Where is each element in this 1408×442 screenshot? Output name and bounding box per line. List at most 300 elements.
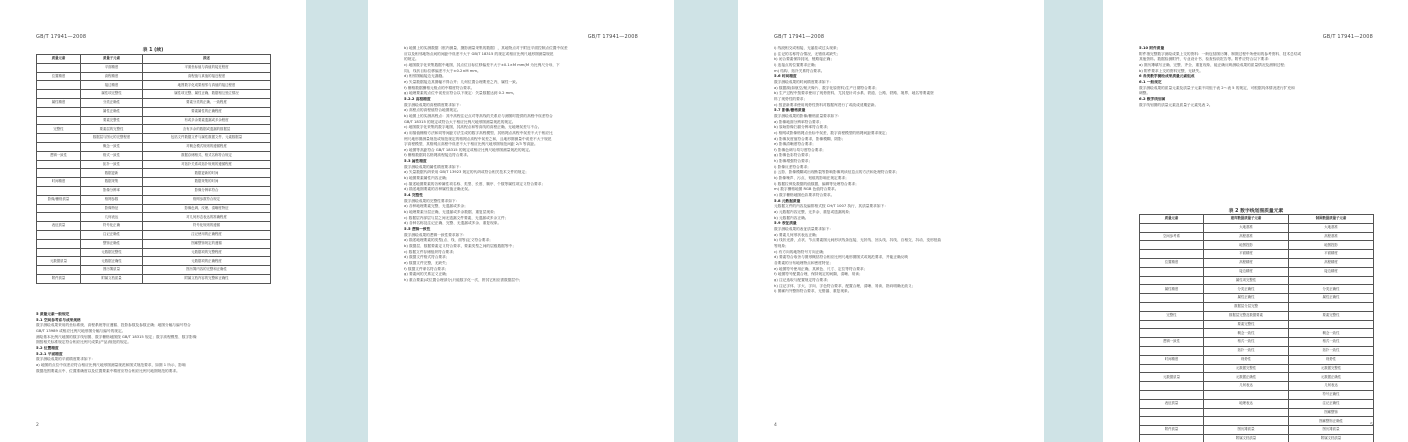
- table-row: [37, 98, 271, 107]
- text-line: c) 地图数字化采集的数字地图，其高程点和等高线的高程正确，无地理误差与不合。: [404, 125, 542, 130]
- text-line: 的规定。: [404, 57, 419, 62]
- text-line: 数字测绘成果的属性精度要求如下：: [404, 164, 463, 169]
- table-cell: 属性项完整、属性正确、数据相互独立情况: [143, 90, 271, 99]
- document-page-2: [368, 0, 674, 442]
- text-line: b) 地理要素分层正确，无遗漏或多余数据、重复层现象；: [404, 210, 498, 215]
- text-line: 数据范围要素点中、位置准确度以及位置要素中精度应符合相应比例尺地图规范的要求。: [36, 368, 180, 373]
- table-cell: 高程精度: [1289, 258, 1374, 267]
- table-cell: 数据采集的时间: [143, 178, 271, 187]
- table-cell: 附属文档内容的完整和正确性: [143, 274, 271, 283]
- page-header: GB/T 17941—2008: [36, 34, 87, 40]
- table-cell: [37, 81, 81, 90]
- text-line: GB/T 18315 的规定或符合大于相应比例尺地形图测量规范的规定。: [404, 119, 516, 124]
- table-cell: 图廓整饰正确性: [1289, 417, 1374, 426]
- table-cell: [1289, 276, 1374, 285]
- table-row: [37, 204, 271, 213]
- table-cell: 元数据正确性: [81, 257, 143, 266]
- table-row: [37, 151, 271, 160]
- table-cell: 图历簿质量: [1204, 426, 1289, 435]
- text-line: a) 元数据内容完整，无多余、重复或遗漏现象；: [774, 210, 853, 215]
- table-cell: 逻辑一致性: [1140, 338, 1204, 347]
- table-cell: 图历簿内容的完整和正确性: [143, 266, 271, 275]
- table-cell: 概念一致性: [1289, 329, 1374, 338]
- text-line: j) 注记的名称符合情况，无错误或缺失；: [774, 51, 841, 56]
- section-heading: 5 质量元素一般规定: [36, 312, 70, 316]
- table-row: [1140, 258, 1374, 267]
- table-cell: 符号化规则的遵循: [143, 222, 271, 231]
- table-cell: 要素属性的正确程度: [143, 107, 271, 116]
- text-line: c) 格网或影像格网点坐标中误差，数字高程模型的格网间距要求规定；: [774, 130, 890, 135]
- section-heading: 5.5 逻辑一致性: [404, 227, 431, 231]
- table-row: [1140, 346, 1374, 355]
- table-row: [1140, 232, 1374, 241]
- table-cell: 属性项完整性: [1204, 276, 1289, 285]
- text-line: c) 描述地图要素的各种属性项名称、类型、长度、顺序、个数等属性项定义符合要求；: [404, 181, 546, 186]
- text-line: h) 注记字体、字大、字向、字色符合要求，配置合理，清晰、易读，指向明确无歧义；: [774, 283, 916, 288]
- table-cell: 符号正确性: [1289, 390, 1374, 399]
- table-header-cell: 描述: [143, 55, 271, 64]
- text-line: 元数据文件的内容及编排格式按 CH/T 1007 执行，其质量要求如下：: [774, 204, 888, 209]
- text-line: d) 要素符合取舍与图形概括符合相应比例尺地形图图式或规范要求，并能正确反映: [774, 255, 909, 260]
- table-cell: 属性正确性: [1204, 294, 1289, 303]
- page-header: GB/T 17941—2008: [1322, 34, 1373, 40]
- table-cell: 元数据质量: [37, 257, 81, 266]
- table-row: [37, 169, 271, 178]
- text-line: 数字测绘成果的逻辑一致性要求如下：: [404, 232, 467, 237]
- table-cell: 平面精度: [1204, 250, 1289, 259]
- text-line: 同)，线状目标位移偏差不大于±0.2×M mm。: [404, 68, 481, 73]
- text-line: 数字线划图的质量元素及质量子元素见表 2。: [1139, 102, 1213, 107]
- text-line: 各要素的分布地理特点和密度特征；: [774, 260, 833, 265]
- table-cell: 影像/栅格质量: [37, 195, 81, 204]
- table-cell: 数据采集: [81, 178, 143, 187]
- table-cell: 平面精度: [81, 63, 143, 72]
- table-cell: 时间精度: [1140, 355, 1204, 364]
- table-cell: [1140, 241, 1204, 250]
- table-cell: 影像色调、纹理、清晰度特征: [143, 204, 271, 213]
- text-line: a) 影像地面分辨率符合要求；: [774, 119, 824, 124]
- table-header-cell: 质量元素: [1140, 215, 1204, 224]
- body-text: [774, 46, 1010, 295]
- table-cell: 附属文档质量: [1289, 434, 1374, 442]
- text-line: e) 地图等高距符合 GB/T 18315 的规定或相应比例尺地形图测量规范的规定。: [404, 147, 533, 152]
- table-cell: 属性精度: [37, 98, 81, 107]
- text-line: g) 注记选取与配置规定符合要求；: [774, 277, 831, 282]
- text-line: d) 各种名称及注记正确、完整、无遗漏或多余、重复现象。: [404, 221, 502, 226]
- table-header-cell: 质量子元素: [81, 55, 143, 64]
- section-heading: 5.4 完整性: [404, 193, 423, 198]
- quality-elements-table: [36, 54, 271, 284]
- text-line: g) 地理要素的点位中误差应符合以下规定：矢量数据达到 0.2 mm。: [404, 91, 517, 96]
- table-cell: [1140, 276, 1204, 285]
- table-cell: 概念一致性: [1204, 329, 1289, 338]
- table-cell: 地图数字化成果相邻与真值的接边程度: [143, 81, 271, 90]
- table-cell: [1140, 250, 1204, 259]
- table-row: [1140, 399, 1374, 408]
- table-row: [37, 230, 271, 239]
- text-line: f) 栅格数据同名格网高程接边符合要求。: [404, 153, 471, 158]
- table-row: [1140, 241, 1374, 250]
- section-heading: 6.1 一般规定: [1139, 79, 1162, 84]
- table-cell: 元数据质量: [1140, 373, 1204, 382]
- table-cell: 影像分辨率符合: [143, 186, 271, 195]
- table-cell: 格式一致性: [1289, 338, 1374, 347]
- section-heading: 5.1 空间参考系与成果规格: [36, 317, 81, 322]
- text-line: b) 原始影像扫描分辨率符合要求；: [774, 125, 831, 130]
- text-line: c) 数据文件存储组织符合要求；: [404, 249, 457, 254]
- text-line: m) 数字栅格地图 RGB 色值符合要求。: [774, 187, 839, 192]
- table-row: [37, 63, 271, 72]
- table-cell: 逻辑一致性: [37, 151, 81, 160]
- text-line: a) 地图的点位中误差应符合相应比例尺地形图测量规范和图式规范要求，如图 1 所示，影响: [36, 362, 186, 367]
- table-cell: 数据层完整及数据要素: [1204, 311, 1289, 320]
- text-line: d) 影像灰度值符合要求，影像模糊、阴影；: [774, 136, 846, 141]
- table-cell: 对几何形态表达的准确程度: [143, 213, 271, 222]
- table-cell: 含有多余的数据或遗漏的数据层: [143, 125, 271, 134]
- table-row: [37, 178, 271, 187]
- text-line: 其他资料。数据检测附件，专业设计书、检查验收报告等。附件应符合以下要求：: [1139, 57, 1272, 62]
- body-text: [1139, 46, 1375, 108]
- table-cell: [37, 160, 81, 169]
- table-row: [1140, 267, 1374, 276]
- table-cell: [1204, 417, 1289, 426]
- text-line: 应以及相邻地物点间的间距中误差不大于 GB/T 18315 的规定或相应比例尺地形图测量规范: [404, 51, 554, 56]
- text-line: m) 结构、拓扑关系符合要求。: [774, 68, 825, 73]
- table-cell: 平面坐标值与真值的接近程度: [143, 63, 271, 72]
- text-line: a) 高程点的高程值符合地图规定。: [404, 108, 461, 113]
- table-cell: [37, 239, 81, 248]
- table-cell: [1289, 320, 1374, 329]
- table-row: [1140, 285, 1374, 294]
- text-line: 图按相关标准规定符合相应比例尺成果(产品)规范的规定。: [36, 340, 132, 345]
- text-line: e) 影像清晰度符合要求；: [774, 142, 816, 147]
- text-line: 测绘基本比例尺地图的数字线划图、数字栅格地图按 GB/T 18315 规定；数字高程模型、数字影像: [36, 334, 197, 339]
- table-cell: [1140, 382, 1204, 391]
- text-line: l) 数据拉伸及数据的值数据，编辑等处理符合要求；: [774, 181, 859, 186]
- table-row: [1140, 250, 1374, 259]
- table-cell: 分类正确性: [81, 98, 143, 107]
- table-cell: 属性正确性: [81, 107, 143, 116]
- table-cell: 元数据正确性: [1204, 373, 1289, 382]
- table-row: [37, 90, 271, 99]
- table-cell: 属性项完整性: [81, 90, 143, 99]
- table-cell: 数据层分层完整: [1204, 302, 1289, 311]
- text-line: GB/T 13989 或相应比例尺地形图分幅与编号的规定。: [36, 328, 126, 333]
- table-row: [37, 142, 271, 151]
- text-line: k) 闭合要素保持封闭，链路接正确；: [774, 57, 835, 62]
- table-cell: 元数据完整性: [1204, 364, 1289, 373]
- table-cell: 分类正确性: [1289, 285, 1374, 294]
- table-row: [1140, 382, 1374, 391]
- table-caption: 表 1 (续): [142, 48, 164, 53]
- table-row: [37, 266, 271, 275]
- table-cell: [37, 142, 81, 151]
- text-line: c) 数据层内部层与层之间无遗漏文件要素，无遗漏或多余文件；: [404, 215, 509, 220]
- table-cell: 概念一致性: [81, 142, 143, 151]
- table-cell: 位置精度: [37, 72, 81, 81]
- page-number: 2: [36, 423, 39, 428]
- table-cell: 位置精度: [1140, 258, 1204, 267]
- text-line: b) 线状光滑，点状、节点要素图元间形状线条连接，无折线、回头线、抖线、自相交、抖动、变形扭曲: [774, 238, 942, 243]
- table-row: [37, 239, 271, 248]
- table-row: [37, 125, 271, 134]
- text-line: e) 数据文件完整，无缺失；: [404, 260, 450, 265]
- table-row: [1140, 426, 1374, 435]
- table-row: [37, 257, 271, 266]
- section-heading: 5.2.1 平面精度: [36, 351, 63, 356]
- table-header-cell: 质量元素: [37, 55, 81, 64]
- text-line: g) 要素间的关系定义正确；: [404, 272, 450, 277]
- page-number: 5: [1370, 423, 1373, 428]
- table-cell: 注记正确性: [81, 230, 143, 239]
- table-cell: [1140, 267, 1204, 276]
- table-row: [1140, 408, 1374, 417]
- section-heading: 5.2.2 高程精度: [404, 96, 431, 101]
- table-cell: 格式一致性: [1204, 338, 1289, 347]
- table-cell: 完整性: [37, 125, 81, 134]
- table-row: [37, 222, 271, 231]
- table-body: [37, 63, 271, 283]
- table-cell: 现势性: [1289, 355, 1374, 364]
- table-cell: [37, 134, 81, 143]
- table-cell: 分类正确性: [1204, 285, 1289, 294]
- text-line: h) 重合要素(或位置合理部分)只能数字化一次，拼其它相应需数据层中；: [404, 277, 523, 282]
- text-line: b) 附件要求上交的资料完整，无缺失。: [1139, 68, 1203, 73]
- text-line: n) 数字栅格地图色彩要求符合要求。: [774, 193, 835, 198]
- text-line: b) 地图要素属性内容正确；: [404, 176, 450, 181]
- section-heading: 5.10 附件质量: [1139, 46, 1165, 50]
- table-row: [37, 248, 271, 257]
- table-cell: 要素分类的正确、一致程度: [143, 98, 271, 107]
- table-cell: 表征质量: [1140, 399, 1204, 408]
- table-cell: 图廓整饰: [1289, 408, 1374, 417]
- text-line: i) 线段相交或相接，无悬挂或过头现象；: [774, 46, 841, 50]
- text-line: c) 按更新要求使用现势性资料对数据库进行了或改成适期更新。: [774, 102, 879, 107]
- table-cell: [1204, 390, 1289, 399]
- body-text: [36, 312, 272, 374]
- section-heading: 6 各类数字测绘成果质量元素组成: [1139, 74, 1195, 79]
- page-header: GB/T 17941—2008: [774, 34, 825, 40]
- text-line: a) 各种地理要素完整，无遗漏或多余；: [404, 204, 468, 209]
- table-cell: 注记使用的正确程度: [143, 230, 271, 239]
- table-row: [1140, 320, 1374, 329]
- table-cell: 平面精度: [1289, 250, 1374, 259]
- table-cell: 影像特征: [81, 204, 143, 213]
- table-cell: 附属文档质量: [1204, 434, 1289, 442]
- table-cell: 图廓整饰规定的遵循: [143, 239, 271, 248]
- table-cell: 元数据正确性: [1289, 373, 1374, 382]
- table-cell: [37, 248, 81, 257]
- table-cell: 完整性: [1140, 311, 1204, 320]
- table-cell: 整饰正确性: [81, 239, 143, 248]
- table-cell: 附件质量: [1140, 426, 1204, 435]
- table-cell: [37, 213, 81, 222]
- table-header-cell: 建库数据质量子元素: [1204, 215, 1289, 224]
- table-cell: 拓扑一致性: [1204, 346, 1289, 355]
- page-number: 4: [774, 423, 777, 428]
- table-row: [1140, 294, 1374, 303]
- table-cell: 数据层与图元的完整程度: [81, 134, 143, 143]
- table-row: [1140, 311, 1374, 320]
- table-cell: 接边精度: [1204, 267, 1289, 276]
- text-line: e) 地图符号使用正确，其颜色、尺寸、定位等符合要求；: [774, 266, 868, 271]
- document-page-3: [738, 0, 1044, 442]
- section-heading: 5.9 表征质量: [774, 221, 797, 226]
- table-cell: 对概念模式规则的遵循程度: [143, 142, 271, 151]
- table-cell: [37, 90, 81, 99]
- table-row: [37, 213, 271, 222]
- table-row: [37, 195, 271, 204]
- text-line: 调整。: [1139, 91, 1151, 96]
- table-cell: [37, 230, 81, 239]
- table-cell: 要素完整性: [81, 116, 143, 125]
- table-cell: [37, 63, 81, 72]
- text-line: h) 影像增强符合要求；: [774, 159, 813, 164]
- table-cell: [1140, 417, 1204, 426]
- table-cell: [37, 204, 81, 213]
- table-cell: 数据更新: [81, 169, 143, 178]
- document-page-1: [0, 0, 306, 442]
- text-line: d) 描述地图要素的各种属性值正确无误。: [404, 187, 472, 192]
- table-cell: 地理表达: [1204, 399, 1289, 408]
- table-cell: 地图投影: [1204, 241, 1289, 250]
- text-line: 等现象；: [774, 243, 789, 248]
- table-row: [37, 134, 271, 143]
- table-cell: 接边精度: [81, 81, 143, 90]
- table-cell: [1140, 223, 1204, 232]
- section-heading: 5.3 属性精度: [404, 159, 427, 164]
- text-line: i) 影像反差符合要求；: [774, 164, 811, 169]
- table-cell: 接边精度: [1289, 267, 1374, 276]
- body-text: [404, 46, 640, 284]
- table-row: [37, 186, 271, 195]
- table-row: [1140, 390, 1374, 399]
- text-line: 例尺地形图测量规范或规范规定的格网点高程中误差之和，且地形图测量中误差不大于规范: [404, 136, 552, 141]
- table-row: [37, 274, 271, 283]
- text-line: a) 要素几何形状表达正确；: [774, 232, 820, 237]
- table-cell: 注记正确性: [1289, 399, 1374, 408]
- table-cell: 大地基准: [1204, 223, 1289, 232]
- table-cell: 附件质量: [37, 274, 81, 283]
- text-line: 数字测绘成果的平面精度要求如下：: [36, 357, 95, 362]
- text-line: f) 数据文件命名符合要求；: [404, 266, 449, 271]
- text-line: 料了现势性的要求；: [774, 96, 808, 101]
- text-line: b) 元数据内容正确。: [774, 215, 809, 220]
- table-cell: 要素层的完整性: [81, 125, 143, 134]
- text-line: d) 数据文件格式符合要求；: [404, 255, 450, 260]
- text-line: a) 图历簿填写正确、完整、齐全、重复现象，能正确反映测绘成果的质量情况及测制过程；: [1139, 62, 1288, 67]
- table-cell: 拓扑一致性: [81, 160, 143, 169]
- table-cell: [1140, 329, 1204, 338]
- text-line: 数字测绘成果的高程精度要求如下：: [404, 102, 463, 107]
- text-line: j) 云影、影像模糊或出现断裂等影响影像判读信息点的方法和处理符合要求；: [774, 170, 900, 175]
- table-row: [37, 107, 271, 116]
- text-line: f) 地图符号配置合理，保持规定的间隔，清晰、易读；: [774, 272, 863, 277]
- table-cell: 大地基准: [1289, 223, 1374, 232]
- text-line: 数字测绘成果的影像/栅格质量要求如下：: [774, 113, 842, 118]
- text-line: b) 数据层、数据要素定义符合要求，要素类型之间的层级数据等中；: [404, 243, 516, 248]
- table-cell: 要素完整性: [1204, 320, 1289, 329]
- table-cell: 有或多余要素遗漏或多余程度: [143, 116, 271, 125]
- table-cell: 拓扑一致性: [1289, 346, 1374, 355]
- text-line: f) 影像色调与均匀度符合要求；: [774, 147, 826, 152]
- table-cell: 现势性: [1204, 355, 1289, 364]
- table-cell: 格网参数符合规定: [143, 195, 271, 204]
- table-cell: 空间参考系: [1140, 232, 1204, 241]
- table-cell: 包括文件数据文件与属性数据文件、元素数据量: [143, 134, 271, 143]
- table-row: [1140, 302, 1374, 311]
- table-cell: 图历簿质量: [81, 266, 143, 275]
- section-heading: 6.2 数字线划图: [1139, 96, 1166, 101]
- table-row: [1140, 373, 1374, 382]
- table-cell: [1140, 390, 1204, 399]
- text-line: e) 矢量数据接边其图幅不得合并；几何位置合理要差之内，属性一致。: [404, 79, 520, 84]
- text-line: 数字测绘成果采用的坐标系统、高程系统等应遵循、投影参数及参数正确；地图分幅与编号符合: [36, 323, 191, 328]
- table-cell: [37, 266, 81, 275]
- text-line: a) 数据源(如航空/航天像片、数字化原资料)生产日期符合要求；: [774, 85, 879, 90]
- table-cell: 影像分辨率: [81, 186, 143, 195]
- table-row: [1140, 364, 1374, 373]
- table-cell: [1140, 434, 1204, 442]
- text-line: k) 影像噪声、污点、划痕的影响在规定要求；: [774, 176, 849, 181]
- table-cell: 元数据项的正确程度: [143, 257, 271, 266]
- text-line: g) 影像色彩符合要求；: [774, 153, 813, 158]
- table-cell: 高程值与真值的接近程度: [143, 72, 271, 81]
- text-line: 数字测绘成果的时间精度要求如下：: [774, 79, 833, 84]
- table-row: [37, 72, 271, 81]
- table-cell: 数据更新的时间: [143, 169, 271, 178]
- table-cell: 属性正确性: [1289, 294, 1374, 303]
- table-cell: 元数据完整性: [1289, 364, 1374, 373]
- table-cell: 几何表达: [1204, 382, 1289, 391]
- text-line: c) 地图数字化采集数据中地图，其点位目标位移偏差不大于±0.1×M mm(M 为比例尺分母，下: [404, 62, 560, 67]
- table-cell: [37, 186, 81, 195]
- table-row: [1140, 338, 1374, 347]
- table-header-cell: 制图数据质量子元素: [1289, 215, 1374, 224]
- table-cell: 元数据项的完整程度: [143, 248, 271, 257]
- table-cell: 格式一致性: [81, 151, 143, 160]
- page-header: GB/T 17941—2008: [587, 34, 638, 40]
- table-cell: 几何表达: [1289, 382, 1374, 391]
- text-line: f) 栅格数据栅格元格点的中精度符合要求。: [404, 85, 475, 90]
- text-line: l) 连接点的位置要求正确；: [774, 62, 819, 67]
- section-heading: 5.7 影像/栅格质量: [774, 108, 806, 113]
- table-cell: [1289, 302, 1374, 311]
- table-row: [1140, 355, 1374, 364]
- text-line: a) 矢量数据代码采用 GB/T 13923 规定的代码或符合相关技术文件的规定；: [404, 170, 529, 175]
- section-heading: 5.2 位置精度: [36, 345, 59, 350]
- text-line: 数字测绘成果的表征质量要求如下：: [774, 227, 833, 231]
- table-cell: 几何表达: [81, 213, 143, 222]
- table-caption: 表 2 数字线划图质量元素: [1228, 209, 1284, 214]
- text-line: b) 地图上的实测高程点：其中高程注记点对等高线的关系应与测图时提供的高程中误差符合: [404, 113, 553, 118]
- table-cell: [1140, 408, 1204, 417]
- table-row: [37, 116, 271, 125]
- table-row: [1140, 434, 1374, 442]
- table-cell: 高程基准: [1289, 232, 1374, 241]
- table-cell: 要素完整性: [1289, 311, 1374, 320]
- table-cell: [1140, 364, 1204, 373]
- text-line: c) 有方向的地物符号方向正确；: [774, 249, 827, 254]
- table-row: [1140, 329, 1374, 338]
- text-line: a) 描述地理要素的类型(点、线、面等)定义符合要求；: [404, 238, 493, 243]
- table-row: [1140, 276, 1374, 285]
- dlg-quality-elements-table: [1139, 214, 1374, 442]
- table-cell: 元数据完整性: [81, 248, 143, 257]
- table-cell: 符号化正确: [81, 222, 143, 231]
- text-line: d) 相邻图幅接边无漏缝。: [404, 74, 446, 79]
- table-row: [1140, 223, 1374, 232]
